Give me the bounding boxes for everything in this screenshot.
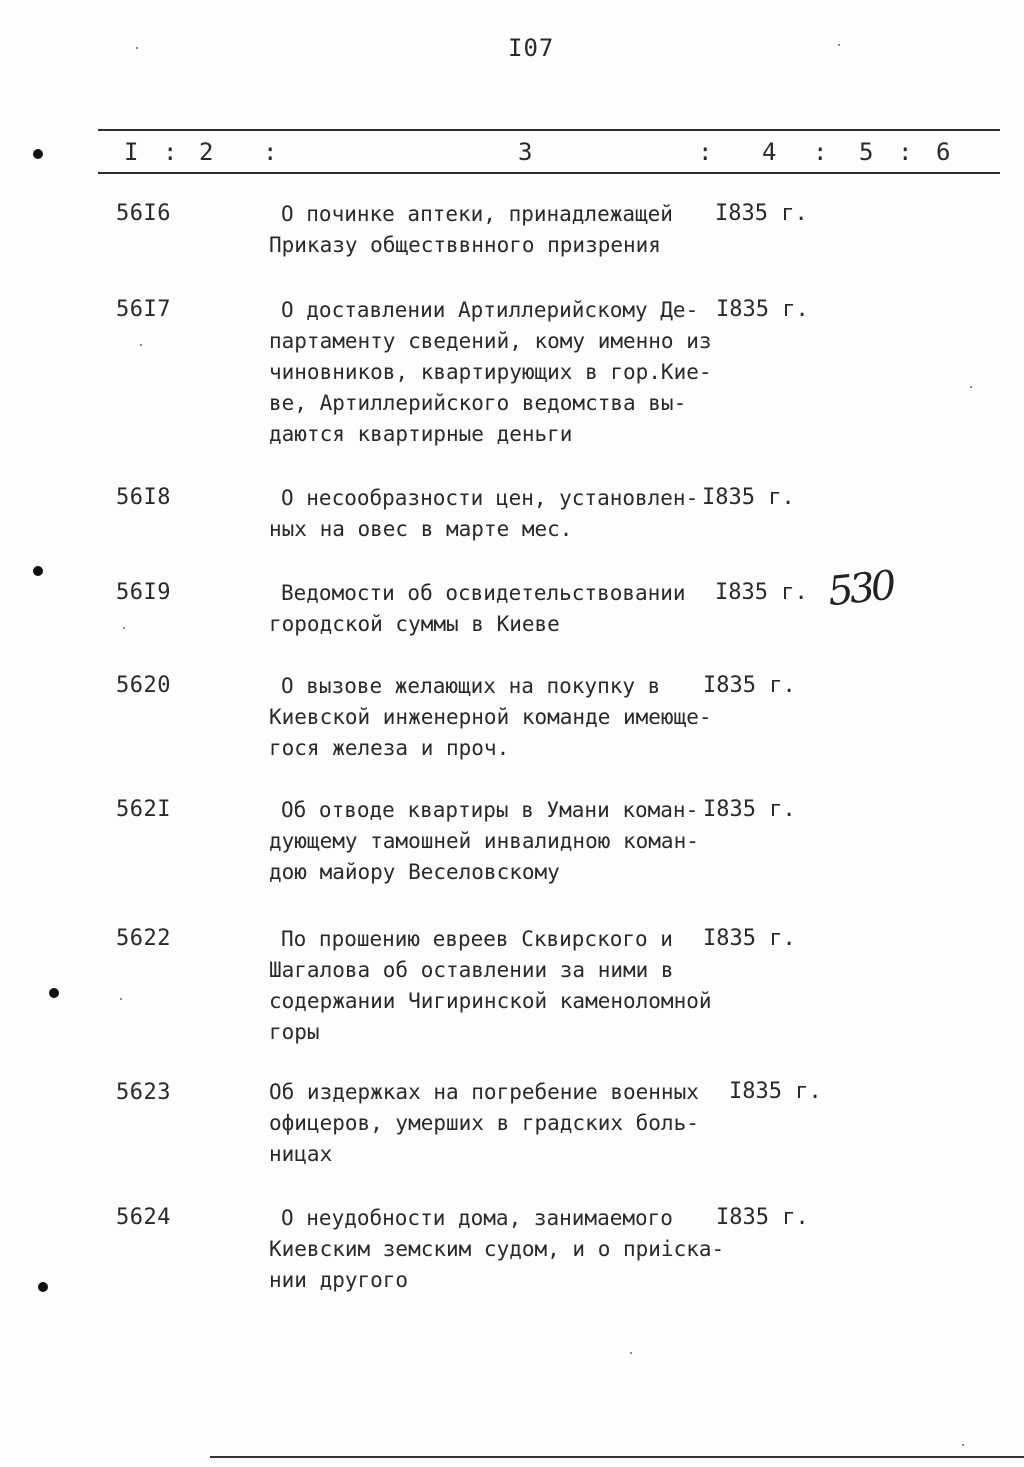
entry-id: 5622 — [116, 926, 171, 951]
entry-text — [269, 924, 729, 1048]
entry-id: 56I9 — [116, 580, 171, 605]
entry-id: 5623 — [116, 1080, 171, 1105]
entry-line: дою майору Веселовскому — [269, 860, 560, 884]
column-header-3: 3 — [518, 138, 533, 166]
punch-hole-icon — [33, 149, 43, 159]
entry-line: нии другого — [269, 1268, 409, 1292]
entry-id: 5620 — [116, 673, 171, 698]
entry-text — [269, 1077, 729, 1170]
header-bottom-rule — [98, 172, 1000, 174]
scan-speck — [123, 627, 125, 629]
entry-text — [269, 795, 729, 888]
entry-id: 56I6 — [116, 201, 171, 226]
scan-speck — [962, 1444, 964, 1446]
entry-line: содержании Чигиринской каменоломной — [269, 989, 712, 1013]
entry-line: По прошению евреев Сквирского и — [281, 927, 673, 951]
entry-line: гося железа и проч. — [269, 736, 510, 760]
scan-speck — [136, 47, 138, 49]
entry-line: городской суммы в Киеве — [269, 612, 560, 636]
header-top-rule — [98, 129, 1000, 131]
scan-speck — [970, 386, 972, 388]
entry-year: I835 г. — [715, 201, 808, 226]
entry-line: Киевской инженерной команде имеюще- — [269, 705, 712, 729]
column-header-2: 2 — [199, 138, 214, 166]
entry-year: I835 г. — [729, 1079, 822, 1104]
entry-year: I835 г. — [702, 485, 795, 510]
entry-text — [269, 199, 729, 261]
punch-hole-icon — [33, 566, 43, 576]
scan-speck — [838, 44, 840, 46]
entry-line: партаменту сведений, кому именно из — [269, 329, 712, 353]
entry-line: Ведомости об освидетельствовании — [281, 581, 686, 605]
entry-line: ве, Артиллерийского ведомства вы- — [269, 391, 687, 415]
entry-line: О несообразности цен, установлен- — [281, 486, 699, 510]
column-header-4: 4 — [762, 138, 777, 166]
scan-speck — [140, 344, 142, 346]
entry-line: ных на овес в марте мес. — [269, 517, 573, 541]
entry-text — [269, 295, 729, 450]
entry-line: Об отводе квартиры в Умани коман- — [281, 798, 699, 822]
entry-year: I835 г. — [703, 797, 796, 822]
entry-line: Приказу обществвнного призрения — [269, 233, 661, 257]
entry-text — [269, 1203, 729, 1296]
column-separator: : — [163, 138, 178, 166]
column-header-1: I — [124, 138, 139, 166]
column-separator: : — [263, 138, 278, 166]
entry-line: горы — [269, 1020, 320, 1044]
entry-year: I835 г. — [716, 1205, 809, 1230]
entry-year: I835 г. — [703, 926, 796, 951]
entry-line: О починке аптеки, принадлежащей — [281, 202, 673, 226]
entry-line: О вызове желающих на покупку в — [281, 674, 661, 698]
entry-line: Киевским земским судом, и о приiска- — [269, 1237, 725, 1261]
entry-line: дующему тамошней инвалидною коман- — [269, 829, 699, 853]
entry-year: I835 г. — [703, 673, 796, 698]
entry-id: 5624 — [116, 1205, 171, 1230]
entry-year: I835 г. — [715, 580, 808, 605]
scan-speck — [630, 1352, 632, 1354]
entry-line: О неудобности дома, занимаемого — [281, 1206, 673, 1230]
entry-id: 56I8 — [116, 485, 171, 510]
column-separator: : — [898, 138, 913, 166]
entry-id: 56I7 — [116, 297, 171, 322]
page-bottom-rule — [210, 1456, 1024, 1458]
scan-speck — [120, 998, 122, 1000]
entry-text — [269, 483, 729, 545]
column-header-6: 6 — [936, 138, 951, 166]
page-number: I07 — [508, 34, 555, 62]
column-separator: : — [698, 138, 713, 166]
entry-line: чиновников, квартирующих в гор.Кие- — [269, 360, 712, 384]
punch-hole-icon — [38, 1282, 48, 1292]
entry-id: 562I — [116, 797, 171, 822]
entry-text — [269, 671, 729, 764]
column-header-5: 5 — [859, 138, 874, 166]
entry-line: ницах — [269, 1142, 333, 1166]
entry-line: Шагалова об оставлении за ними в — [269, 958, 674, 982]
entry-line: даются квартирные деньги — [269, 422, 573, 446]
entry-year: I835 г. — [716, 297, 809, 322]
entry-line: О доставлении Артиллерийскому Де- — [281, 298, 699, 322]
punch-hole-icon — [49, 988, 59, 998]
column-separator: : — [813, 138, 828, 166]
handwritten-note: 530 — [825, 562, 895, 616]
entry-text — [269, 578, 729, 640]
entry-line: офицеров, умерших в градских боль- — [269, 1111, 699, 1135]
entry-line: Об издержках на погребение военных — [269, 1080, 699, 1104]
